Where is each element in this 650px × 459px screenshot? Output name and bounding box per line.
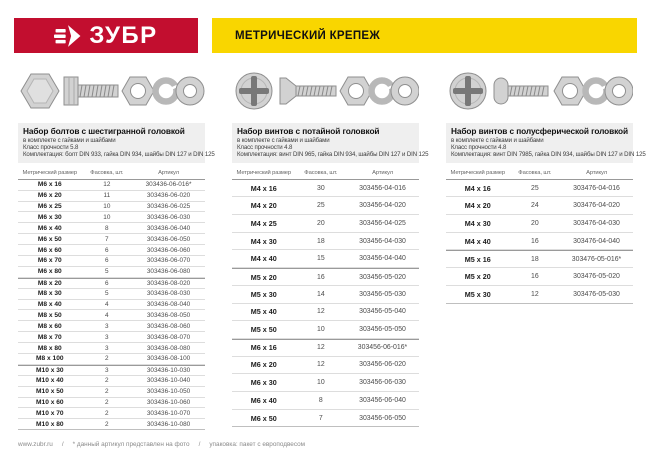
- cell-qty: 2: [105, 388, 109, 396]
- table-row: [18, 202, 205, 213]
- cell-qty: 3: [105, 344, 109, 352]
- cell-qty: 12: [530, 290, 539, 298]
- table-row: [18, 267, 205, 278]
- table-row: [18, 365, 205, 376]
- cell-article: 303456-06-040: [359, 396, 406, 404]
- cell-article: 303436-08-030: [146, 290, 191, 298]
- cell-article: 303436-08-050: [146, 311, 191, 319]
- cell-qty: 6: [105, 279, 109, 287]
- table-row: [18, 408, 205, 419]
- cell-size: M10 x 80: [36, 420, 64, 428]
- cell-size: M8 x 100: [36, 355, 64, 363]
- table-row: [18, 278, 205, 289]
- cell-qty: 5: [105, 268, 109, 276]
- cell-article: 303456-04-025: [359, 219, 406, 227]
- cell-article: 303456-05-030: [359, 290, 406, 298]
- cell-size: M8 x 70: [37, 333, 62, 341]
- cell-size: M5 x 20: [250, 272, 277, 282]
- cell-qty: 18: [530, 255, 539, 263]
- section-title-banner: [212, 18, 637, 53]
- cell-qty: 6: [105, 257, 109, 265]
- footer-separator: /: [198, 441, 201, 448]
- website-url: www.zubr.ru: [18, 441, 53, 448]
- cell-size: M6 x 40: [37, 224, 62, 232]
- table-row: [232, 357, 419, 375]
- table-row: [232, 180, 419, 198]
- table-header: [232, 163, 419, 180]
- cell-size: M10 x 40: [36, 377, 64, 385]
- cell-size: M4 x 16: [250, 183, 277, 193]
- cell-qty: 11: [103, 192, 111, 200]
- cell-qty: 12: [316, 308, 325, 316]
- cell-size: M6 x 20: [250, 360, 277, 370]
- cell-article: 303436-08-020: [146, 279, 191, 287]
- cell-qty: 25: [530, 184, 539, 192]
- cell-qty: 2: [105, 409, 109, 417]
- table-row: [18, 212, 205, 223]
- cell-size: M6 x 70: [37, 257, 62, 265]
- product-title: Набор винтов с полусферической головкой: [451, 126, 629, 136]
- table-row: [18, 387, 205, 398]
- cell-qty: 2: [105, 355, 109, 363]
- cell-article: 303476-04-030: [573, 219, 620, 227]
- size-table: [18, 180, 205, 430]
- cell-article: 303456-04-030: [359, 237, 406, 245]
- cell-article: 303436-06-070: [146, 257, 191, 265]
- cell-article: 303436-06-030: [146, 213, 191, 221]
- table-row: [446, 215, 633, 233]
- cell-article: 303436-10-040: [146, 377, 191, 385]
- cell-size: M4 x 30: [250, 236, 277, 246]
- cell-qty: 7: [105, 235, 109, 243]
- page-footer: [18, 441, 305, 448]
- cell-size: M8 x 60: [37, 322, 62, 330]
- table-row: [446, 197, 633, 215]
- cell-article: 303476-04-016: [573, 184, 620, 192]
- table-row: [446, 268, 633, 286]
- cell-article: 303436-10-030: [146, 366, 191, 374]
- cell-qty: 10: [103, 213, 111, 221]
- cell-article: 303436-10-050: [146, 388, 191, 396]
- cell-article: 303436-10-070: [146, 409, 191, 417]
- size-table: [232, 180, 419, 428]
- zubr-arrow-icon: [54, 22, 82, 50]
- cell-size: M5 x 20: [464, 272, 491, 281]
- cell-size: M6 x 60: [37, 246, 62, 254]
- cell-article: 303436-06-025: [146, 202, 191, 210]
- table-row: [232, 374, 419, 392]
- col-header-size: Метрический размер: [236, 169, 292, 176]
- table-row: [232, 197, 419, 215]
- table-row: [18, 289, 205, 300]
- cell-size: M6 x 30: [37, 213, 62, 221]
- cell-size: M4 x 16: [464, 183, 491, 193]
- cell-article: 303456-05-040: [359, 308, 406, 316]
- product-subtitle: в комплекте с гайками и шайбами: [237, 136, 330, 144]
- cell-qty: 16: [530, 237, 539, 245]
- table-row: [18, 234, 205, 245]
- cell-qty: 18: [316, 237, 325, 245]
- cell-article: 303476-05-016*: [571, 255, 622, 263]
- cell-qty: 14: [316, 290, 325, 298]
- cell-article: 303456-06-030: [359, 379, 406, 387]
- product-photo: [18, 62, 205, 120]
- cell-article: 303436-08-100: [146, 355, 191, 363]
- cell-qty: 20: [316, 219, 325, 227]
- cell-article: 303436-06-050: [146, 235, 191, 243]
- col-header-qty: Фасовка, шт.: [90, 169, 124, 176]
- cell-size: M8 x 40: [37, 300, 62, 308]
- cell-size: M4 x 40: [464, 236, 491, 246]
- cell-qty: 12: [103, 181, 111, 189]
- cell-qty: 3: [105, 322, 109, 330]
- table-row: [232, 215, 419, 233]
- table-row: [232, 268, 419, 286]
- cell-size: M5 x 16: [464, 254, 491, 264]
- cell-qty: 15: [316, 255, 325, 263]
- brand-logo-banner: [14, 18, 198, 53]
- cell-qty: 6: [105, 246, 109, 254]
- asterisk-note: * данный артикул представлен на фото: [72, 441, 190, 448]
- product-photo: [446, 62, 633, 120]
- cell-article: 303456-04-016: [359, 184, 406, 192]
- cell-qty: 7: [318, 414, 323, 422]
- cell-article: 303436-06-020: [146, 192, 191, 200]
- cell-qty: 2: [105, 398, 109, 406]
- strength-class: Класс прочности 4.8: [237, 143, 293, 151]
- cell-qty: 10: [316, 326, 325, 334]
- cell-qty: 30: [316, 184, 325, 192]
- pan-head-screw-set-image: [446, 62, 633, 120]
- cell-article: 303476-04-020: [573, 202, 620, 210]
- cell-size: M6 x 30: [250, 378, 277, 388]
- kit-contents: Комплектация: болт DIN 933, гайка DIN 934, шайбы DIN 127 и DIN 125: [23, 151, 215, 159]
- cell-size: M6 x 25: [37, 202, 62, 210]
- cell-qty: 25: [316, 202, 325, 210]
- cell-size: M4 x 40: [250, 254, 277, 264]
- cell-size: M10 x 50: [36, 388, 64, 396]
- cell-qty: 3: [105, 366, 109, 374]
- table-row: [18, 376, 205, 387]
- kit-contents: Комплектация: винт DIN 7985, гайка DIN 934, шайбы DIN 127 и DIN 125: [451, 151, 646, 159]
- col-header-article: Артикул: [372, 169, 393, 176]
- col-header-article: Артикул: [586, 169, 607, 176]
- cell-qty: 8: [105, 224, 109, 232]
- product-section-pan-head-screws: [446, 62, 646, 304]
- cell-article: 303436-08-080: [146, 344, 191, 352]
- table-row: [232, 410, 419, 428]
- cell-size: M8 x 20: [37, 279, 62, 287]
- product-subtitle: в комплекте с гайками и шайбами: [451, 136, 544, 144]
- product-info-box: [18, 123, 215, 163]
- cell-article: 303456-06-020: [359, 361, 406, 369]
- col-header-qty: Фасовка, шт.: [304, 169, 338, 176]
- cell-article: 303456-05-050: [359, 326, 406, 334]
- packaging-note: упаковка: пакет с европодвесом: [209, 441, 306, 448]
- size-table: [446, 180, 633, 304]
- cell-article: 303436-10-060: [146, 398, 191, 406]
- product-info-box: [232, 123, 429, 163]
- cell-article: 303436-10-080: [146, 420, 191, 428]
- cell-qty: 4: [105, 300, 109, 308]
- table-row: [232, 321, 419, 339]
- product-subtitle: в комплекте с гайками и шайбами: [23, 136, 116, 144]
- cell-qty: 16: [316, 273, 325, 281]
- cell-size: M5 x 30: [464, 289, 491, 299]
- table-row: [232, 339, 419, 357]
- footer-separator: /: [61, 441, 64, 448]
- table-row: [18, 398, 205, 409]
- cell-size: M4 x 25: [250, 218, 277, 228]
- cell-qty: 8: [318, 396, 323, 404]
- table-row: [18, 343, 205, 354]
- brand-name: ЗУБР: [89, 21, 158, 49]
- cell-article: 303456-06-016*: [357, 344, 408, 352]
- cell-size: M8 x 80: [37, 344, 62, 352]
- col-header-article: Артикул: [158, 169, 179, 176]
- cell-article: 303456-05-020: [359, 273, 406, 281]
- table-row: [232, 392, 419, 410]
- table-row: [18, 321, 205, 332]
- cell-article: 303476-04-040: [573, 237, 620, 245]
- cell-size: M4 x 30: [464, 218, 491, 228]
- table-row: [18, 332, 205, 343]
- table-row: [18, 223, 205, 234]
- cell-article: 303436-06-060: [146, 246, 191, 254]
- countersunk-screw-set-image: [232, 62, 419, 120]
- table-row: [18, 191, 205, 202]
- product-info-box: [446, 123, 646, 163]
- cell-article: 303436-08-060: [146, 322, 191, 330]
- cell-qty: 3: [105, 333, 109, 341]
- table-row: [232, 250, 419, 268]
- cell-size: M6 x 16: [37, 181, 62, 189]
- product-title: Набор болтов с шестигранной головкой: [23, 126, 185, 136]
- cell-size: M10 x 60: [36, 398, 64, 406]
- table-row: [18, 256, 205, 267]
- cell-size: M6 x 16: [250, 343, 277, 353]
- cell-size: M6 x 20: [37, 192, 62, 200]
- cell-article: 303436-06-040: [146, 224, 191, 232]
- cell-qty: 24: [530, 202, 539, 210]
- table-row: [232, 286, 419, 304]
- cell-size: M10 x 30: [36, 366, 64, 374]
- kit-contents: Комплектация: винт DIN 965, гайка DIN 934, шайбы DIN 127 и DIN 125: [237, 151, 429, 159]
- table-row: [446, 233, 633, 251]
- cell-qty: 10: [103, 202, 111, 210]
- cell-qty: 10: [316, 379, 325, 387]
- product-section-hex-bolts: [18, 62, 215, 430]
- cell-size: M6 x 50: [37, 235, 62, 243]
- col-header-size: Метрический размер: [22, 169, 78, 176]
- cell-qty: 16: [530, 273, 539, 280]
- cell-qty: 4: [105, 311, 109, 319]
- product-title: Набор винтов с потайной головкой: [237, 126, 380, 136]
- hex-bolt-set-image: [18, 62, 205, 120]
- page-title: МЕТРИЧЕСКИЙ КРЕПЕЖ: [235, 29, 381, 42]
- table-row: [446, 250, 633, 268]
- cell-size: M6 x 50: [250, 413, 277, 423]
- cell-size: M6 x 40: [250, 395, 277, 405]
- cell-qty: 12: [316, 361, 325, 369]
- table-row: [446, 180, 633, 198]
- cell-size: M10 x 70: [36, 409, 64, 417]
- cell-article: 303456-04-040: [359, 255, 406, 263]
- cell-qty: 20: [530, 219, 539, 227]
- cell-size: M8 x 30: [37, 290, 62, 298]
- cell-article: 303476-05-020: [573, 273, 620, 280]
- strength-class: Класс прочности 4.8: [451, 143, 507, 151]
- cell-qty: 12: [316, 344, 325, 352]
- table-row: [18, 245, 205, 256]
- col-header-size: Метрический размер: [450, 169, 506, 176]
- table-row: [232, 233, 419, 251]
- cell-qty: 5: [105, 290, 109, 298]
- cell-size: M6 x 80: [37, 268, 62, 276]
- cell-size: M4 x 20: [250, 201, 277, 211]
- cell-article: 303456-04-020: [359, 202, 406, 210]
- table-row: [18, 180, 205, 191]
- cell-size: M5 x 50: [250, 325, 277, 335]
- table-header: [446, 163, 633, 180]
- table-row: [232, 304, 419, 322]
- table-header: [18, 163, 205, 180]
- cell-article: 303436-08-040: [146, 300, 191, 308]
- cell-size: M4 x 20: [464, 201, 491, 211]
- cell-article: 303456-06-050: [359, 414, 406, 422]
- product-photo: [232, 62, 419, 120]
- cell-article: 303436-08-070: [146, 333, 191, 341]
- table-row: [18, 419, 205, 430]
- cell-qty: 2: [105, 377, 109, 385]
- cell-size: M5 x 40: [250, 307, 277, 317]
- table-row: [446, 286, 633, 304]
- cell-size: M8 x 50: [37, 311, 62, 319]
- cell-article: 303476-05-030: [573, 290, 620, 298]
- cell-article: 303436-06-080: [146, 268, 191, 276]
- table-row: [18, 354, 205, 365]
- strength-class: Класс прочности 5.8: [23, 143, 79, 151]
- cell-article: 303436-06-016*: [145, 181, 192, 189]
- table-row: [18, 310, 205, 321]
- product-section-countersunk-screws: [232, 62, 429, 427]
- table-row: [18, 300, 205, 311]
- cell-qty: 2: [105, 420, 109, 428]
- cell-size: M5 x 30: [250, 289, 277, 299]
- col-header-qty: Фасовка, шт.: [518, 169, 552, 176]
